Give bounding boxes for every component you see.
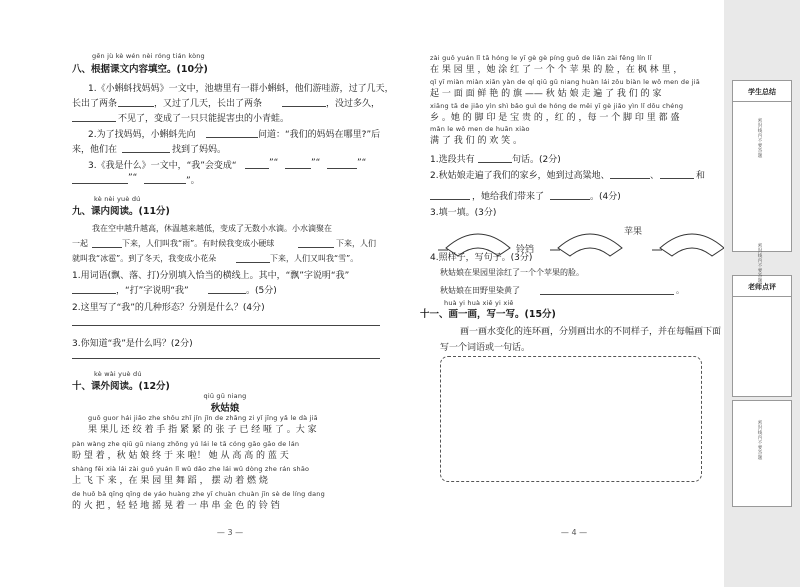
fan-shape-2	[550, 220, 630, 260]
blank[interactable]	[660, 178, 694, 179]
s10-pinyin: kè wài yuè dú	[94, 370, 142, 378]
s8-q3-b: ”“	[269, 158, 279, 168]
r-q2-e: 。(4分)	[590, 192, 621, 202]
s8-q1-d: ，没过多久，	[326, 99, 381, 109]
reading-pinyin-7: xiāng tā de jiǎo yìn shì bǎo guì de hóng de měi yī gè jiǎo yìn lǐ dōu chéng	[430, 102, 684, 110]
s9-q1-c: 。(5分)	[246, 286, 277, 296]
reading-pinyin-8: mǎn le wǒ men de huān xiào	[430, 125, 530, 133]
reading-line-5: 在 果 园 里 ，她 涂 红 了 一 个 个 苹 果 的 脸 ，在 枫 林 里 ，	[430, 65, 683, 75]
s8-q3-e: ”“	[128, 173, 138, 183]
answer-line[interactable]	[72, 358, 380, 359]
s9-para-2c: 下来，人们	[336, 239, 376, 248]
s8-q3-f: ”。	[186, 176, 200, 186]
s8-q2-d: 找到了妈妈。	[172, 145, 227, 155]
sidebar	[724, 0, 800, 587]
s8-q2-c: 来，他们在	[72, 145, 118, 155]
s11-pinyin: huà yi huà xiě yi xiě	[444, 299, 514, 307]
story-title: 秋姑娘	[210, 403, 240, 414]
r-q2-d: ，她给我们带来了	[472, 192, 545, 202]
seal-line-note-2: 密封线内不要答题	[757, 243, 762, 283]
reading-line-8: 满 了 我 们 的 欢 笑 。	[430, 136, 523, 146]
r-q4-example: 秋姑娘在果园里涂红了一个个苹果的脸。	[440, 268, 584, 277]
s8-q2-a: 2.为了找妈妈，小蝌蚪先向	[88, 130, 196, 140]
right-page	[400, 0, 722, 587]
s8-q1-line1: 1.《小蝌蚪找妈妈》一文中，池塘里有一群小蝌蚪，他们游哇游，过了几天，	[88, 84, 394, 94]
s9-para-1: 我在空中越升越高，休温越来越低，变成了无数小水滴。小水滴聚在	[92, 224, 332, 233]
s9-para-3a: 就叫我“冰雹”。到了冬天，我变成小花朵	[72, 254, 217, 263]
reading-pinyin-1: guǒ guor hái jiǎo zhe shǒu zhǐ jǐn jǐn de zhāng zi yǐ jīng yǎ le dà jiā	[88, 414, 318, 422]
blank[interactable]	[236, 262, 270, 263]
reading-line-3: 上 飞 下 来 ，在 果 园 里 舞 蹈 ， 摆 动 着 燃 烧	[72, 476, 268, 486]
reading-pinyin-6: qǐ yī miàn miàn xiān yàn de qí qiū gū niang huàn lái zǒu biàn le wǒ men de jiā	[430, 78, 700, 86]
r-q2-b: 、	[650, 171, 660, 181]
blank[interactable]	[72, 121, 116, 122]
blank[interactable]	[327, 168, 357, 169]
reading-pinyin-3: shàng fēi xià lái zài guǒ yuán lǐ wǔ dǎo zhe lái wǔ dòng zhe rán shāo	[72, 465, 310, 473]
reading-pinyin-2: pàn wàng zhe qiū gū niang zhōng yú lái le tā cóng gāo gāo de lán	[72, 440, 300, 448]
s9-pinyin: kè nèi yuè dú	[94, 195, 141, 203]
reading-pinyin-4: de huǒ bǎ qīng qīng de yáo huàng zhe yī chuàn chuàn jīn sè de líng dang	[72, 490, 325, 498]
blank[interactable]	[72, 183, 128, 184]
blank[interactable]	[92, 247, 122, 248]
reading-line-6: 起 一 面 面 鲜 艳 的 旗 —— 秋 姑 娘 走 遍 了 我 们 的 家	[430, 89, 662, 99]
left-page	[0, 0, 398, 587]
divider	[733, 296, 791, 297]
s8-q3-c: ”“	[311, 158, 321, 168]
s11-para-1: 画一画水变化的连环画，分别画出水的不同样子，并在每幅画下面	[460, 327, 722, 337]
teacher-comment-box[interactable]	[732, 275, 792, 397]
blank[interactable]	[72, 293, 116, 294]
answer-line[interactable]	[72, 325, 380, 326]
s8-q3-d: ”“	[357, 158, 367, 168]
r-q4: 4.照样子，写句子。(3分)	[430, 253, 533, 263]
s11-para-2: 写一个词语或一句话。	[440, 343, 531, 353]
s9-para-2a: 一起	[72, 239, 88, 248]
blank[interactable]	[282, 106, 326, 107]
s8-q2-b: 问道：“我们的妈妈在哪里?”后	[258, 130, 381, 140]
blank[interactable]	[430, 199, 470, 200]
page-number: — 3 —	[216, 528, 244, 537]
teacher-comment-title: 老师点评	[748, 283, 776, 291]
fill-word-2: 苹果	[624, 227, 643, 237]
blank[interactable]	[208, 293, 246, 294]
blank[interactable]	[550, 199, 590, 200]
s8-q1-c: ，又过了几天，长出了两条	[154, 99, 263, 109]
r-q3: 3.填一填。(3分)	[430, 208, 497, 218]
r-q4-prompt: 秋姑娘在田野里染黄了	[440, 286, 520, 295]
reading-line-1: 果 果儿 还 绞 着 手 指 紧 紧 的 张 子 已 经 哑 了 。大 家	[88, 425, 317, 435]
fill-word-1: 铃铛	[516, 245, 535, 255]
reading-line-7: 乡 。她 的 脚 印 是 宝 贵 的 ，红 的 ，每 一 个 脚 印 里 都 盛	[430, 113, 680, 123]
section-8-title: 八、根据课文内容填空。(10分)	[72, 64, 208, 75]
r-q2-c: 和	[696, 171, 706, 181]
blank[interactable]	[122, 152, 170, 153]
blank[interactable]	[245, 168, 269, 169]
blank[interactable]	[206, 137, 258, 138]
section-9-title: 九、课内阅读。(11分)	[72, 206, 170, 217]
reading-pinyin-5: zài guǒ yuán lǐ tā hóng le yī gè gè píng guǒ de liǎn zài fēng lín lǐ	[430, 54, 652, 62]
blank[interactable]	[285, 168, 311, 169]
blank[interactable]	[610, 178, 650, 179]
reading-line-4: 的 火 把 ，轻 轻 地 摇 晃 着 一 串 串 金 色 的 铃 铛	[72, 501, 280, 511]
page-number: — 4 —	[560, 528, 588, 537]
s8-q1-b: 长出了两条	[72, 99, 118, 109]
s9-q3: 3.你知道“我”是什么吗？(2分)	[72, 339, 193, 349]
r-q1-a: 1.选段共有	[430, 155, 475, 165]
divider	[733, 101, 791, 102]
section-10-title: 十、课外阅读。(12分)	[72, 381, 170, 392]
blank-box[interactable]	[732, 400, 792, 507]
s8-q3-a: 3.《我是什么》一文中，“我”会变成“	[88, 161, 237, 171]
s8-pinyin: gēn jù kè wén nèi róng tián kòng	[92, 52, 205, 60]
s9-para-3b: 下来，人们又叫我“雪”。	[270, 254, 359, 263]
s9-para-2b: 下来，人们叫我“雨”。有时候我变成小硬球	[122, 239, 275, 248]
answer-line[interactable]	[540, 294, 674, 295]
student-summary-box[interactable]	[732, 80, 792, 252]
drawing-area[interactable]	[440, 356, 702, 482]
s9-q1-b: ，“打”字说明“我”	[116, 286, 189, 296]
story-title-pinyin: qiū gū niang	[203, 392, 247, 400]
fan-shape-3	[652, 220, 732, 260]
s8-q1-e: 不见了，变成了一只只能捉害虫的小青蛙。	[118, 114, 290, 124]
blank[interactable]	[144, 183, 186, 184]
blank[interactable]	[478, 162, 512, 163]
seal-line-note-1: 密封线内不要答题	[757, 118, 762, 158]
student-summary-title: 学生总结	[748, 88, 776, 96]
reading-line-2: 盼 望 着 ，秋 姑 娘 终 于 来 啦！ 她 从 高 高 的 蓝 天	[72, 451, 289, 461]
s9-q2: 2.这里写了“我”的几种形态？分别是什么？(4分)	[72, 303, 265, 313]
section-11-title: 十一、画一画，写一写。(15分)	[420, 309, 556, 320]
blank[interactable]	[118, 106, 154, 107]
s9-q1-a: 1.用词语(飘、落、打)分别填入恰当的横线上。其中，“飘”字说明“我”	[72, 271, 350, 281]
r-q1-b: 句话。(2分)	[512, 155, 561, 165]
r-q2-a: 2.秋姑娘走遍了我们的家乡，她到过高粱地、	[430, 171, 610, 181]
blank[interactable]	[298, 247, 334, 248]
seal-line-note-3: 密封线内不要答题	[757, 420, 762, 460]
r-q4-end: 。	[676, 286, 684, 295]
